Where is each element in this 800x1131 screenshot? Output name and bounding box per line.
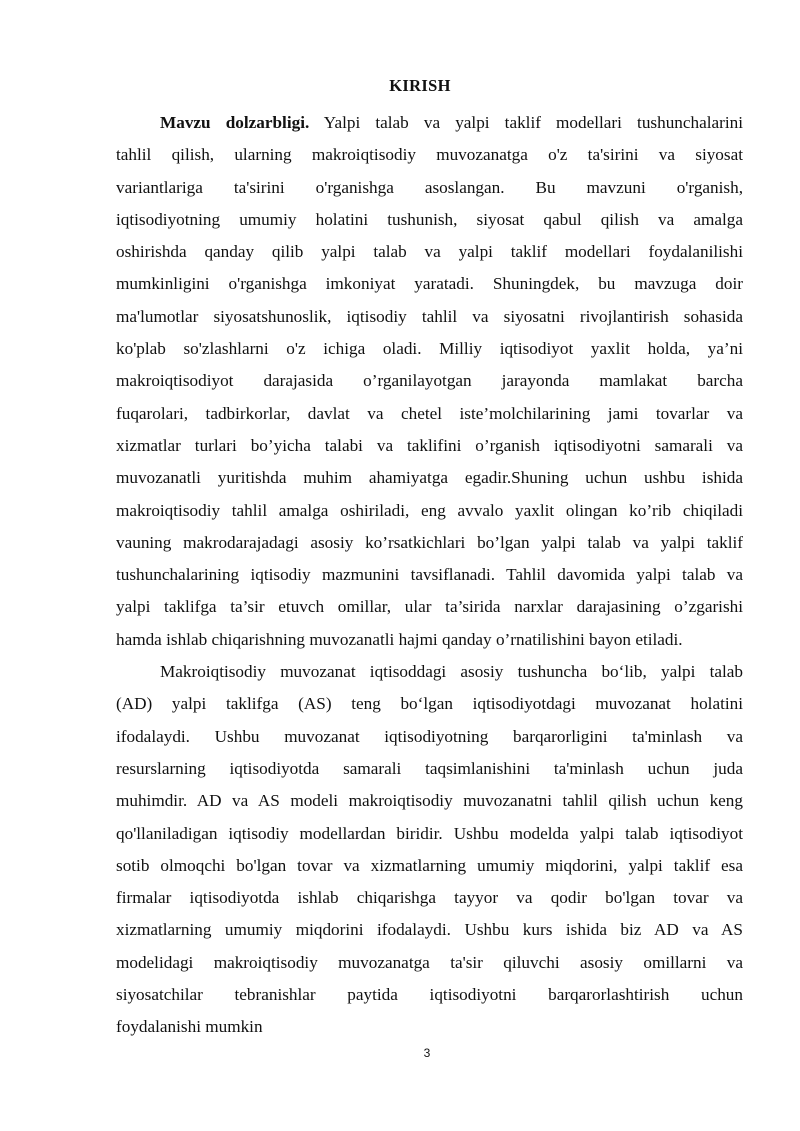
paragraph-2-line: sotib olmoqchi bo'lgan tovar va xizmatlarning umumiy miqdorini, yalpi taklif esa	[116, 855, 743, 875]
paragraph-1-line: tahlil qilish, ularning makroiqtisodiy muvozanatga o'z ta'sirini va siyosat	[116, 145, 743, 165]
paragraph-1-line: oshirishda qanday qilib yalpi talab va yalpi taklif modellari foydalanilishi	[116, 242, 743, 262]
section-heading: KIRISH	[389, 76, 451, 95]
topic-relevance-lead: Mavzu dolzarbligi.	[160, 113, 310, 132]
paragraph-1-line: xizmatlar turlari bo’yicha talabi va taklifini o’rganish iqtisodiyotni samarali va	[116, 435, 743, 455]
paragraph-2-line: muhimdir. AD va AS modeli makroiqtisodiy muvozanatni tahlil qilish uchun keng	[116, 791, 743, 811]
page-number: 3	[423, 1046, 431, 1060]
paragraph-2-line: siyosatchilar tebranishlar paytida iqtisodiyotni barqarorlashtirish uchun	[116, 985, 743, 1005]
paragraph-1-line: makroiqtisodiy tahlil amalga oshiriladi, eng avvalo yaxlit olingan ko’rib chiqiladi	[116, 500, 743, 520]
paragraph-2-line: qo'llaniladigan iqtisodiy modellardan biridir. Ushbu modelda yalpi talab iqtisodiyot	[116, 823, 743, 843]
paragraph-2-line: Makroiqtisodiy muvozanat iqtisoddagi asosiy tushuncha bo‘lib, yalpi talab	[160, 662, 743, 682]
paragraph-1-line: mumkinligini o'rganishga imkoniyat yaratadi. Shuningdek, bu mavzuga doir	[116, 274, 743, 294]
paragraph-1-line: iqtisodiyotning umumiy holatini tushunish, siyosat qabul qilish va amalga	[116, 209, 743, 229]
paragraph-1-line: vauning makrodarajadagi asosiy ko’rsatkichlari bo’lgan yalpi talab va yalpi taklif	[116, 532, 743, 552]
paragraph-1-line: ma'lumotlar siyosatshunoslik, iqtisodiy tahlil va siyosatni rivojlantirish sohasida	[116, 306, 743, 326]
paragraph-1-line-0	[116, 107, 743, 139]
paragraph-2-line: modelidagi makroiqtisodiy muvozanatga ta'sir qiluvchi asosiy omillarni va	[116, 952, 743, 972]
paragraph-2-line: firmalar iqtisodiyotda ishlab chiqarishga tayyor va qodir bo'lgan tovar va	[116, 888, 743, 908]
paragraph-2-last-line: foydalanishi mumkin	[116, 1017, 263, 1037]
paragraph-2-line: (AD) yalpi taklifga (AS) teng bo‘lgan iqtisodiyotdagi muvozanat holatini	[116, 694, 743, 714]
paragraph-1-last-line: hamda ishlab chiqarishning muvozanatli hajmi qanday o’rnatilishini bayon etiladi.	[116, 629, 683, 649]
paragraph-1-line: muvozanatli yuritishda muhim ahamiyatga egadir.Shuning uchun ushbu ishida	[116, 468, 743, 488]
paragraph-1-line: fuqarolari, tadbirkorlar, davlat va chetel iste’molchilarining jami tovarlar va	[116, 403, 743, 423]
paragraph-2-line: resurslarning iqtisodiyotda samarali taqsimlanishini ta'minlash uchun juda	[116, 758, 743, 778]
paragraph-2-line: xizmatlarning umumiy miqdorini ifodalaydi. Ushbu kurs ishida biz AD va AS	[116, 920, 743, 940]
paragraph-1-line: makroiqtisodiyot darajasida o’rganilayotgan jarayonda mamlakat barcha	[116, 371, 743, 391]
body-text	[116, 107, 743, 1044]
paragraph-1-line: variantlariga ta'sirini o'rganishga asoslangan. Bu mavzuni o'rganish,	[116, 177, 743, 197]
paragraph-1-line: yalpi taklifga ta’sir etuvch omillar, ular ta’sirida narxlar darajasining o’zgarishi	[116, 597, 743, 617]
paragraph-1-line-0-text: Yalpi talab va yalpi taklif modellari tushunchalarini	[309, 113, 743, 132]
paragraph-2-line: ifodalaydi. Ushbu muvozanat iqtisodiyotning barqarorligini ta'minlash va	[116, 726, 743, 746]
paragraph-1-line: ko'plab so'zlashlarni o'z ichiga oladi. Milliy iqtisodiyot yaxlit holda, ya’ni	[116, 339, 743, 359]
paragraph-1-line: tushunchalarining iqtisodiy mazmunini tavsiflanadi. Tahlil davomida yalpi talab va	[116, 565, 743, 585]
